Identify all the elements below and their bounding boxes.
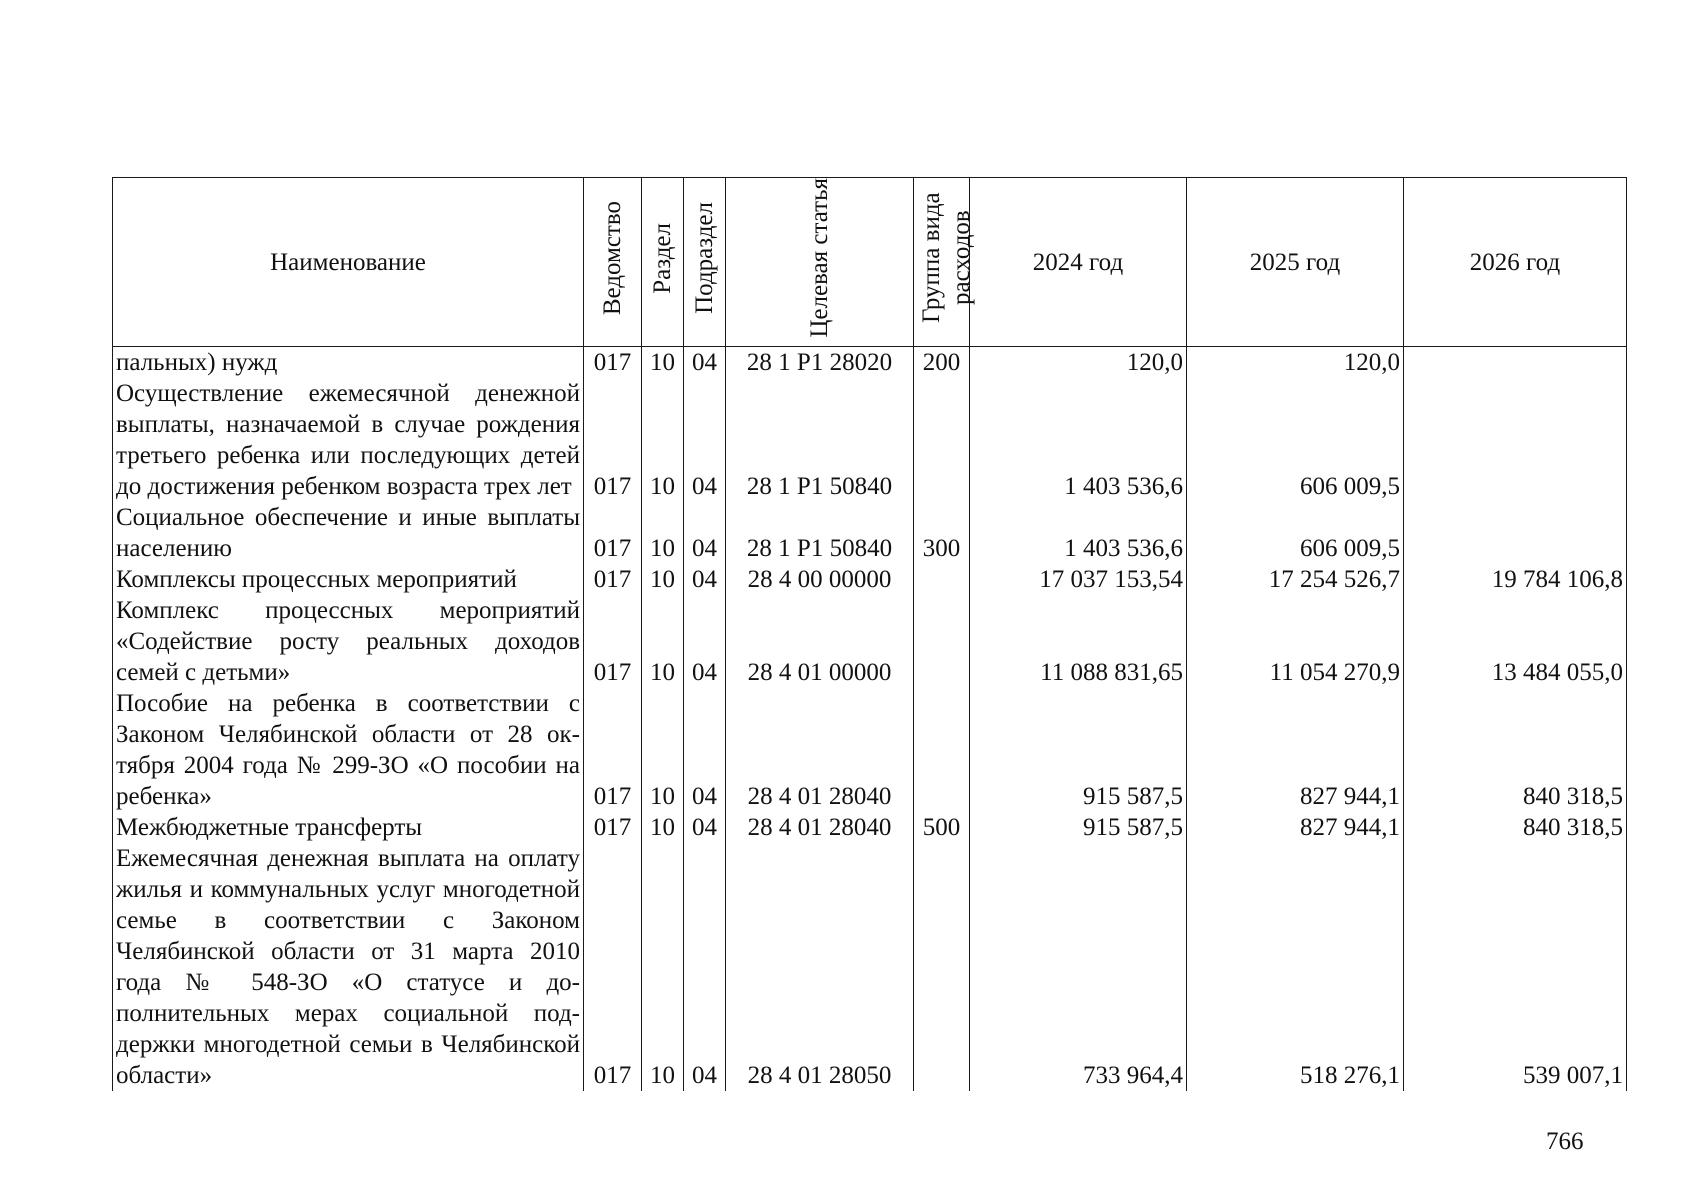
row-name: Ежемесячная денежная выплата на оплату жилья и коммунальных услуг многодетной семье в соответствии с Законом Челябинской области от 31 марта 2010 года № 548-ЗО «О статусе и дополнительных мерах социальной поддержки многодетной семьи в Челябинской области» xyxy=(113,843,584,1091)
header-subsection xyxy=(684,178,726,347)
row-subsection: 04 xyxy=(684,564,726,595)
row-section: 10 xyxy=(642,843,684,1091)
row-amount-2025: 827 944,1 xyxy=(1187,812,1404,843)
row-subsection: 04 xyxy=(684,595,726,688)
row-section: 10 xyxy=(642,812,684,843)
row-subsection: 04 xyxy=(684,347,726,379)
row-amount-2026 xyxy=(1404,347,1627,379)
row-department: 017 xyxy=(584,378,642,502)
row-name: Социальное обеспечение и иные выплаты населению xyxy=(113,502,584,564)
row-amount-2024: 915 587,5 xyxy=(970,688,1187,812)
row-department: 017 xyxy=(584,347,642,379)
row-name: Межбюджетные трансферты xyxy=(113,812,584,843)
row-amount-2024: 1 403 536,6 xyxy=(970,378,1187,502)
row-target-article: 28 4 01 28040 xyxy=(726,812,914,843)
header-target-article-label: Целевая статья xyxy=(805,178,833,338)
row-subsection: 04 xyxy=(684,688,726,812)
header-year-2025: 2025 год xyxy=(1187,178,1404,347)
row-amount-2025: 518 276,1 xyxy=(1187,843,1404,1091)
row-amount-2025: 11 054 270,9 xyxy=(1187,595,1404,688)
header-department-label: Ведомство xyxy=(598,200,626,316)
row-amount-2026: 539 007,1 xyxy=(1404,843,1627,1091)
row-amount-2025: 120,0 xyxy=(1187,347,1404,379)
row-expense-group: 500 xyxy=(914,812,970,843)
row-section: 10 xyxy=(642,502,684,564)
table-row xyxy=(113,564,1627,595)
row-expense-group: 300 xyxy=(914,502,970,564)
row-name: пальных) нужд xyxy=(113,347,584,379)
header-target-article xyxy=(726,178,914,347)
row-subsection: 04 xyxy=(684,843,726,1091)
table-row xyxy=(113,843,1627,1091)
row-amount-2025: 606 009,5 xyxy=(1187,378,1404,502)
header-department xyxy=(584,178,642,347)
row-target-article: 28 1 Р1 28020 xyxy=(726,347,914,379)
header-year-2026: 2026 год xyxy=(1404,178,1627,347)
budget-table xyxy=(112,177,1627,1091)
table-row xyxy=(113,347,1627,379)
table-row xyxy=(113,595,1627,688)
table-row xyxy=(113,688,1627,812)
row-amount-2026 xyxy=(1404,502,1627,564)
row-target-article: 28 1 Р1 50840 xyxy=(726,502,914,564)
row-subsection: 04 xyxy=(684,812,726,843)
row-amount-2026: 19 784 106,8 xyxy=(1404,564,1627,595)
row-amount-2025: 17 254 526,7 xyxy=(1187,564,1404,595)
row-department: 017 xyxy=(584,502,642,564)
row-expense-group xyxy=(914,688,970,812)
header-expense-group xyxy=(914,178,975,347)
row-section: 10 xyxy=(642,347,684,379)
row-target-article: 28 4 00 00000 xyxy=(726,564,914,595)
row-amount-2026: 840 318,5 xyxy=(1404,688,1627,812)
header-name: Наименование xyxy=(113,178,584,347)
row-amount-2026: 840 318,5 xyxy=(1404,812,1627,843)
row-name: Комплекс процессных мероприятий «Содействие росту реальных доходов семей с детьми» xyxy=(113,595,584,688)
row-subsection: 04 xyxy=(684,502,726,564)
row-amount-2024: 120,0 xyxy=(970,347,1187,379)
row-amount-2026: 13 484 055,0 xyxy=(1404,595,1627,688)
row-amount-2025: 827 944,1 xyxy=(1187,688,1404,812)
row-name: Пособие на ребенка в соответствии с Законом Челябинской области от 28 октября 2004 года № 299-ЗО «О пособии на ребенка» xyxy=(113,688,584,812)
header-year-2024: 2024 год xyxy=(970,178,1187,347)
row-amount-2024: 17 037 153,54 xyxy=(970,564,1187,595)
row-department: 017 xyxy=(584,564,642,595)
row-target-article: 28 4 01 00000 xyxy=(726,595,914,688)
row-department: 017 xyxy=(584,595,642,688)
header-expense-group-label: Группа вида расходов xyxy=(918,192,975,324)
header-section xyxy=(642,178,684,347)
row-target-article: 28 1 Р1 50840 xyxy=(726,378,914,502)
header-section-label: Раздел xyxy=(648,222,676,294)
row-expense-group xyxy=(914,378,970,502)
row-expense-group: 200 xyxy=(914,347,970,379)
row-name: Осуществление ежемесячной денежной выплаты, назначаемой в случае рождения третьего ребенка или последующих детей до достижения ребенком возраста трех лет xyxy=(113,378,584,502)
table-header-row xyxy=(113,178,1627,347)
row-department: 017 xyxy=(584,843,642,1091)
page-number: 766 xyxy=(1546,1128,1584,1155)
row-expense-group xyxy=(914,564,970,595)
row-amount-2024: 733 964,4 xyxy=(970,843,1187,1091)
row-amount-2024: 11 088 831,65 xyxy=(970,595,1187,688)
row-expense-group xyxy=(914,595,970,688)
row-amount-2026 xyxy=(1404,378,1627,502)
row-amount-2024: 1 403 536,6 xyxy=(970,502,1187,564)
row-section: 10 xyxy=(642,595,684,688)
row-name: Комплексы процессных мероприятий xyxy=(113,564,584,595)
header-subsection-label: Подраздел xyxy=(690,202,718,314)
row-expense-group xyxy=(914,843,970,1091)
row-section: 10 xyxy=(642,378,684,502)
table-row xyxy=(113,812,1627,843)
row-section: 10 xyxy=(642,688,684,812)
row-target-article: 28 4 01 28050 xyxy=(726,843,914,1091)
row-department: 017 xyxy=(584,812,642,843)
row-department: 017 xyxy=(584,688,642,812)
row-amount-2024: 915 587,5 xyxy=(970,812,1187,843)
row-amount-2025: 606 009,5 xyxy=(1187,502,1404,564)
row-section: 10 xyxy=(642,564,684,595)
table-row xyxy=(113,378,1627,502)
row-subsection: 04 xyxy=(684,378,726,502)
table-row xyxy=(113,502,1627,564)
row-target-article: 28 4 01 28040 xyxy=(726,688,914,812)
